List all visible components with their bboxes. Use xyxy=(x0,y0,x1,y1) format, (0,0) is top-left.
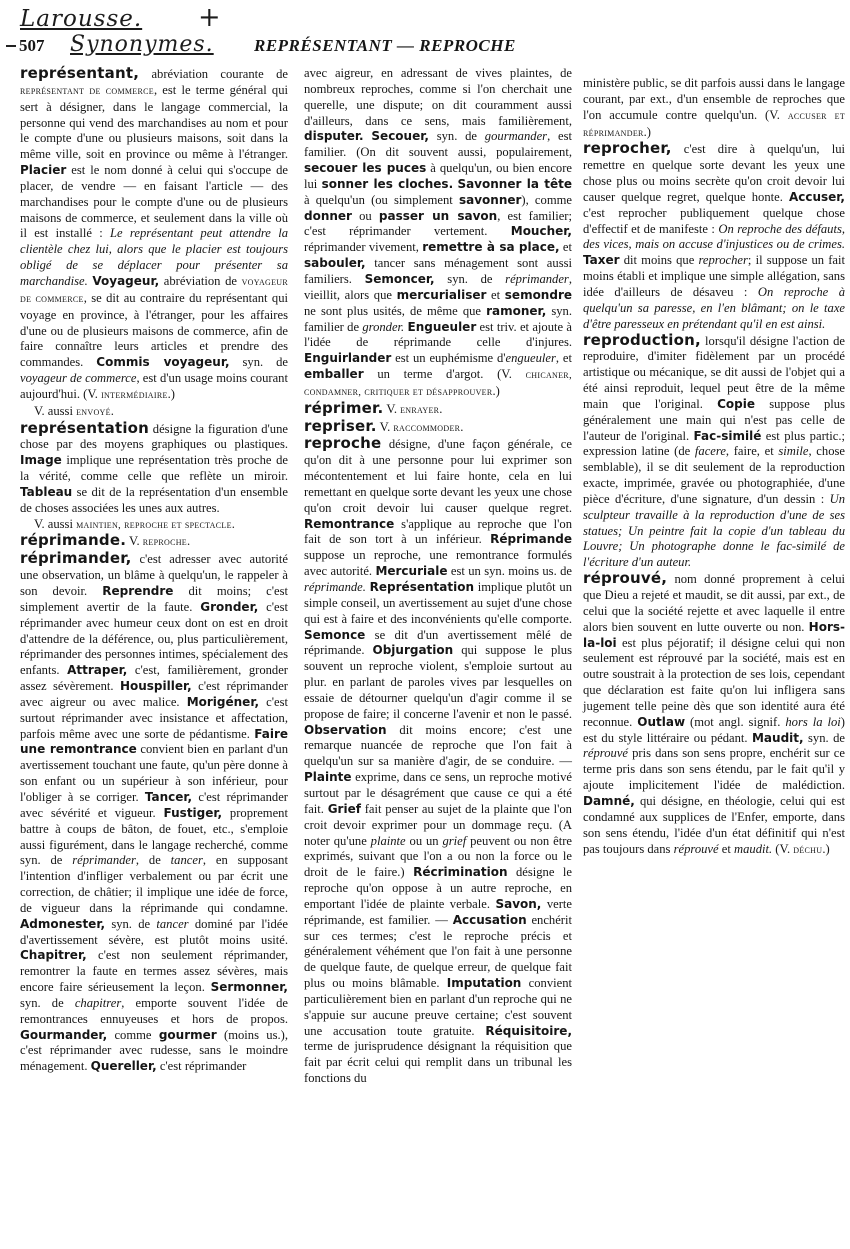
synonym-term: sonner les cloches. xyxy=(321,176,454,191)
entry-text: abréviation de xyxy=(159,273,242,288)
entry-text: .) xyxy=(167,386,175,401)
handwritten-dash xyxy=(6,45,16,47)
italic-term: gronder. xyxy=(362,319,405,334)
synonym-term: Mercuriale xyxy=(375,564,448,579)
entry-text: syn. de xyxy=(803,730,845,745)
entry-text: syn. de xyxy=(428,129,485,144)
synonym-term: Fustiger, xyxy=(163,805,223,820)
entry-text: ; il suppose un fait moins établi et implique une simple allégation, sans idée d'ailleurs de désaveu : xyxy=(583,253,845,299)
entry-text: c'est réprimander xyxy=(156,1059,247,1074)
italic-term: hors la loi xyxy=(785,714,841,729)
synonym-term: Représentation xyxy=(369,580,474,594)
entry-text: (moins us.), c'est réprimander avec rudesse, sans le moindre ménagement. xyxy=(20,1027,288,1074)
entry-text: convient bien en parlant d'un avertissement touchant une faute, qu'un père donne à son enfant ou un supérieur à son inférieur, pour l'obliger à se corriger. xyxy=(20,742,288,804)
synonym-term: savonner xyxy=(458,192,522,207)
synonym-term: Savon, xyxy=(495,896,542,911)
column-3 xyxy=(583,76,845,858)
synonym-term: Accusation xyxy=(452,912,527,927)
cross-reference: raccommoder xyxy=(393,421,461,434)
cross-term: représentant de commerce xyxy=(20,84,154,97)
italic-term: maudit. xyxy=(734,841,773,856)
synonym-term: Secouer, xyxy=(371,129,429,144)
entry-text: .) xyxy=(492,383,500,398)
entry-headword: repriser. xyxy=(304,416,377,435)
synonym-term: Semoncer, xyxy=(364,271,435,286)
column-1 xyxy=(20,66,288,1075)
entry-text: verte réprimande, est familier. — xyxy=(304,896,572,927)
entry-text: lorsqu'il désigne l'action de reproduire, d'imiter fidèlement par un procédé artistique ou mécanique, se dit aussi de l'objet qui a été ainsi reproduit, lequel peut être de la même main que l'original. xyxy=(583,333,845,411)
entry-text: qui suppose le plus souvent un reproche violent, s'emploie surtout au plur. en parlant de paroles vives par lesquelles on essaie de détourner quelqu'un d'agir comme il se propose de faire; il concerne l'avenir et non le passé. xyxy=(304,643,572,721)
entry-text: et xyxy=(718,841,734,856)
synonym-term: Maudit, xyxy=(751,730,804,745)
entry-text: syn. de xyxy=(105,916,157,931)
entry-text: est le nom donné à celui qui s'occupe de placer, de vendre — en faisant l'article — des marchandises pour le compte d'une ou de plusieurs maisons de commerce, et seulement dans la ville où il est installé : xyxy=(20,163,288,241)
entry-reprouve xyxy=(583,571,845,858)
italic-term: engueuler xyxy=(505,351,556,366)
entry-representation xyxy=(20,418,288,517)
see-also-label: V. aussi xyxy=(34,516,77,531)
entry-text: ne sont plus usités, de même que xyxy=(304,303,487,318)
synonym-term: ramoner, xyxy=(486,303,547,318)
cross-reference: chicaner, condamner, critiquer et désapprouver xyxy=(304,369,572,398)
italic-term: gourmander xyxy=(484,129,548,144)
entry-text: V. xyxy=(126,534,143,549)
synonym-term: Hors-la-loi xyxy=(583,619,845,650)
entry-text: désigne, d'une façon générale, ce qu'on dit à une personne pour lui exprimer son mécontentement et lui faire honte, cela en lui remettant en quelque sorte devant les yeux une chose qu'on croit devoir lui causer quelque regret. xyxy=(304,437,572,515)
entry-text: , est familier. (On dit souvent aussi, populairement, xyxy=(304,129,572,160)
italic-term: réprimander xyxy=(72,853,136,868)
entry-text: , de xyxy=(135,853,171,868)
entry-text: . xyxy=(110,403,114,418)
entry-text: . xyxy=(231,516,235,531)
synonym-term: passer un savon xyxy=(378,208,498,223)
entry-reprocher xyxy=(583,141,845,332)
entry-text: désigne le reproche qu'on oppose à un autre reproche, en emportant l'idée de plainte verbale. xyxy=(304,865,573,911)
entry-text: c'est adresser avec autorité une observation, un blâme à quelqu'un, le rappeler à son devoir. xyxy=(20,552,288,598)
cross-reference: enrayer xyxy=(400,403,440,416)
entry-text: , emporte souvent l'idée de remontrances ennuyeuses et hors de propos. xyxy=(20,995,288,1026)
cross-reference: envoyé xyxy=(76,405,111,418)
entry-text: , chose semblable), il se dit seulement de la reproduction exacte, imprimée, gravée ou photographiée, d'une pièce d'écriture, d'une signature, d'un dessin : xyxy=(583,444,845,506)
entry-text: est triv. et ajoute à l'idée de réprimande celle d'injures. xyxy=(304,319,572,350)
synonym-term: Image xyxy=(20,453,62,468)
entry-text: . xyxy=(186,534,191,549)
handwritten-annotation-larousse: Larousse. xyxy=(20,6,143,32)
synonym-term: Accuser, xyxy=(788,189,845,204)
italic-term: simile xyxy=(778,444,809,459)
example-text: On reproche des défauts, des vices, mais on accuse d'injustices ou de crimes. xyxy=(583,221,846,252)
synonym-term: secouer les puces xyxy=(304,161,427,176)
entry-text: syn. de xyxy=(229,355,288,370)
entry-text: ou un xyxy=(405,833,443,848)
synonym-term: semondre xyxy=(504,287,572,302)
entry-text: exprime, dans ce sens, un reproche motivé surtout par le désagrément que cause ce qui a été fait. xyxy=(304,770,572,816)
entry-text: à quelqu'un, ou bien encore lui xyxy=(304,161,573,191)
synonym-term: Sermonner, xyxy=(210,980,288,995)
see-also-label: V. aussi xyxy=(34,403,77,418)
example-text: Un sculpteur travaille à la reproduction d'une de ses statues; Un peintre fait la copie d'un tableau du Louvre; Un photographe donne le fac-similé de l'écriture d'un auteur. xyxy=(583,491,845,570)
entry-text: , est familier; c'est réprimander vertement. xyxy=(304,208,572,239)
synonym-term: Remontrance xyxy=(304,516,395,531)
cross-reference: reproche xyxy=(142,536,187,549)
synonym-term: Taxer xyxy=(583,253,620,268)
entry-text: est un syn. moins us. de xyxy=(447,564,572,579)
handwritten-annotation-synonymes: Synonymes. xyxy=(70,32,214,57)
entry-reproche-continued xyxy=(583,76,845,141)
entry-text: .) xyxy=(822,841,830,856)
synonym-term: Chapitrer, xyxy=(20,948,87,963)
entry-text: , se dit au contraire du représentant qui voyage en province, à l'étranger, pour les affaires d'une ou de plusieurs maisons de commerce, afin de faire connaître leurs articles et prendre des commandes. xyxy=(20,290,288,370)
synonym-term: Réquisitoire, xyxy=(485,1023,572,1038)
running-head: REPRÉSENTANT — REPROCHE xyxy=(254,36,516,55)
entry-text: se dit de la représentation d'un ensemble de choses associées les unes aux autres. xyxy=(20,484,288,515)
entry-text: c'est dire à quelqu'un, lui remettre en quelque sorte devant les yeux une chose plus ou moins secrète qu'on croit devoir lui causer quelque regret, quelque honte. xyxy=(583,142,845,204)
italic-term: réprimander xyxy=(505,271,569,286)
cross-reference: accuser et réprimander xyxy=(583,109,846,139)
synonym-term: Houspiller, xyxy=(119,679,192,694)
synonym-term: Fac-similé xyxy=(693,428,762,443)
entry-text: .) xyxy=(643,124,651,139)
entry-reproduction xyxy=(583,330,845,572)
synonym-term: gourmer xyxy=(158,1027,217,1042)
entry-text: qui désigne, en théologie, celui qui est condamné aux supplices de l'Enfer, emporte, dans son sens étendu, l'idée d'un état définitif qui n'est pas toujours dans xyxy=(583,793,845,856)
italic-term: tancer xyxy=(170,853,203,868)
entry-text: peuvent ou non être exprimés, suivant que l'on a ou non la force ou le droit de le faire.) xyxy=(304,833,572,880)
entry-text: , en supposant l'intention d'infliger verbalement ou par écrit une correction, de châtier; il implique une idée de force, de vigueur dans la réprimande qui condamne. xyxy=(20,853,288,915)
synonym-term: Gourmander, xyxy=(20,1027,108,1042)
entry-text: dominé par l'idée d'avertissement sévère, est plutôt moins usité. xyxy=(20,916,288,947)
entry-text: ministère public, se dit parfois aussi dans le langage courant, par ext., d'un ensemble de reproches que l'on accumule contre quelqu'un. (V. xyxy=(583,76,845,122)
entry-reprimander xyxy=(20,551,288,1075)
entry-representant xyxy=(20,66,288,404)
entry-text: comme xyxy=(107,1027,159,1042)
synonym-term: mercurialiser xyxy=(396,287,487,302)
entry-text: ), comme xyxy=(521,192,573,207)
entry-headword: reprocher, xyxy=(583,139,672,158)
handwritten-plus-sign: + xyxy=(198,2,222,33)
synonym-term: Gronder, xyxy=(200,599,259,614)
entry-text: implique une représentation très proche de la vérité, comme celle que reflète un miroir. xyxy=(20,453,288,484)
synonym-term: Observation xyxy=(304,722,387,737)
cross-reference: maintien, reproche et spectacle xyxy=(76,518,232,531)
synonym-term: Enguirlander xyxy=(304,351,392,366)
entry-text: c'est réprimander avec aigreur ou avec malice. xyxy=(20,679,288,709)
entry-text: désigne la figuration d'une chose par des moyens graphiques ou plastiques. xyxy=(20,421,288,452)
example-text: On reproche à quelqu'un sa paresse, en l'en blâmant; on le taxe d'être paresseux en prétendant qu'il en est ainsi. xyxy=(583,284,845,331)
entry-headword: réprimande. xyxy=(20,531,127,550)
entry-text: proprement battre à coups de bâton, de fouet, etc., s'emploie aussi figurément, dans le langage recherché, comme syn. de xyxy=(20,805,288,868)
synonym-term: Attraper, xyxy=(67,663,128,678)
synonym-term: Grief xyxy=(327,801,361,816)
synonym-term: Objurgation xyxy=(372,643,454,658)
entry-text: syn. de xyxy=(434,271,506,286)
synonym-term: Récrimination xyxy=(413,865,508,880)
synonym-term: Tancer, xyxy=(144,789,193,804)
synonym-term: Engueuler xyxy=(407,319,477,334)
entry-text: , vieillit, alors que xyxy=(304,271,572,302)
synonym-term: emballer xyxy=(304,367,364,382)
entry-text: un terme d'argot. (V. xyxy=(363,367,526,382)
entry-text: avec aigreur, en adressant de vives plaintes, de nombreux reproches, comme si l'on cherchait une querelle, une dispute; on dit couramment aussi d'ailleurs, dans ce sens, mais familièrement, xyxy=(304,66,572,128)
italic-term: grief xyxy=(442,833,467,848)
entry-text: se dit d'un avertissement mêlé de réprimande. xyxy=(304,627,572,658)
synonym-term: Réprimande xyxy=(490,532,572,547)
synonym-term: Copie xyxy=(717,396,755,411)
synonym-term: Faire une remontrance xyxy=(20,726,288,757)
synonym-term: Semonce xyxy=(304,627,366,642)
entry-headword: reproduction, xyxy=(583,330,701,349)
synonym-term: sabouler, xyxy=(304,256,366,271)
entry-text: . xyxy=(460,419,464,434)
entry-text: , faire, et xyxy=(725,444,779,459)
entry-text: suppose un reproche, une remontrance formulés avec autorité. xyxy=(304,548,572,579)
synonym-term: disputer. xyxy=(304,129,364,144)
entry-reproche xyxy=(304,436,572,1087)
italic-term: voyageur de commerce xyxy=(20,371,137,386)
entry-text: à quelqu'un (ou simplement xyxy=(304,192,459,207)
entry-headword: réprouvé, xyxy=(583,569,668,588)
entry-text: abréviation courante de xyxy=(139,67,288,81)
synonym-term: Imputation xyxy=(446,976,522,991)
synonym-term: Damné, xyxy=(583,793,635,808)
entry-headword: reproche xyxy=(304,434,382,453)
entry-text: est plus péjoratif; il désigne celui qui non seulement est réprouvé par la société, mais est en outre soustrait à la protection de ses lois, cependant que déclaration est faite qu'on lui infligera sans jugement telle peine dès que son identité aura été reconnue. xyxy=(583,635,845,729)
synonym-term: Moucher, xyxy=(510,224,572,239)
entry-text: implique plutôt un simple conseil, un avertissement au sujet d'une chose qui est à faire et des inconvénients qu'elle comporte. xyxy=(304,580,572,626)
entry-reprimander-continued xyxy=(304,66,572,401)
entry-text: c'est surtout réprimander avec insistance et affectation, parfois même avec une sorte de pédantisme. xyxy=(20,694,288,741)
entry-headword: représentant, xyxy=(20,64,140,82)
synonym-term: Tableau xyxy=(20,484,73,499)
entry-text: c'est, familièrement, gronder assez sévèrement. xyxy=(20,663,288,694)
entry-text: dit moins que xyxy=(619,253,699,268)
entry-text: nom donné proprement à celui que Dieu a rejeté et maudit, se dit aussi, par ext., de celui que la société rejette et avec laquelle il entre alors bien souvent en lutte ouverte ou non. xyxy=(583,572,845,634)
cross-term: voyageur de commerce xyxy=(20,275,288,305)
entry-text: s'applique au reproche que l'on fait de son tort à un inférieur. xyxy=(304,516,572,547)
entry-text: est un euphémisme d' xyxy=(391,351,506,366)
entry-text: c'est reprocher publiquement quelque chose d'effectif et de manifeste : xyxy=(583,205,845,236)
entry-text: dit moins encore; c'est une remarque nuancée de reproche que l'on fait à quelqu'un sur sa manière d'agir, de se conduire. — xyxy=(304,722,572,769)
synonym-term: donner xyxy=(304,208,352,223)
entry-text: V. xyxy=(383,401,401,416)
synonym-term: Placier xyxy=(20,163,67,178)
entry-text: c'est réprimander avec humeur ceux dont on est en droit d'attendre de la déférence, ou, plus particulièrement, réprimander des personnes intimes, spécialement des enfants. xyxy=(20,599,288,678)
synonym-term: Voyageur, xyxy=(92,273,160,288)
italic-term: reprocher xyxy=(698,253,748,268)
synonym-term: Morigéner, xyxy=(186,694,260,709)
entry-headword: réprimer. xyxy=(304,398,384,417)
entry-text: ) est du style littéraire ou pédant. xyxy=(583,714,845,745)
page-number: 507 xyxy=(19,36,45,55)
entry-text: et xyxy=(486,287,505,302)
italic-term: facere xyxy=(694,444,726,459)
entry-text: et xyxy=(559,240,572,255)
synonym-term: Savonner la tête xyxy=(457,176,572,191)
entry-text: V. xyxy=(376,419,394,434)
entry-text: tancer sans ménagement sont aussi familiers. xyxy=(304,256,572,286)
entry-text: réprimander vivement, xyxy=(304,240,423,255)
entry-text: ou xyxy=(351,208,379,223)
entry-text: suppose plus généralement une main qui n'est pas celle de l'auteur de l'original. xyxy=(583,396,845,443)
italic-term: réprouvé xyxy=(583,746,628,761)
entry-text: terme de jurisprudence désignant la réquisition que fait par écrit celui qui remplit dans un tribunal les fonctions du xyxy=(304,1039,572,1086)
cross-reference: déchu xyxy=(793,843,823,856)
entry-headword: réprimander, xyxy=(20,549,132,568)
entry-text: convient particulièrement bien en parlant d'un reproche qui ne s'appuie sur aucune preuve certaine; c'est souvent une accusation toute gratuite. xyxy=(304,976,572,1038)
cross-reference: intermédiaire xyxy=(101,388,168,401)
italic-term: chapitrer xyxy=(74,995,122,1010)
entry-text: , et xyxy=(555,351,572,366)
entry-text: , est d'un usage moins courant aujourd'hui. (V. xyxy=(20,371,288,401)
entry-text: syn. familier de xyxy=(304,303,573,334)
synonym-term: Plainte xyxy=(304,770,352,785)
entry-text: . xyxy=(439,401,443,416)
entry-text: (V. xyxy=(772,841,794,856)
italic-term: réprimande. xyxy=(304,580,366,594)
italic-term: tancer xyxy=(156,916,189,931)
synonym-term: Quereller, xyxy=(90,1059,157,1074)
italic-term: réprouvé xyxy=(673,841,719,856)
entry-text: c'est non seulement réprimander, remontrer la faute en termes assez sévères, mais encore faire sérieusement la leçon. xyxy=(20,948,288,995)
column-2 xyxy=(304,66,572,1087)
entry-text: (mot angl. signif. xyxy=(685,714,786,729)
entry-text: syn. de xyxy=(20,995,75,1010)
entry-text: enchérit sur ces termes; c'est le reproche précis et généralement véhément que l'on fait à une personne de quelque faute, de quelque erreur, de quelque fait plus ou moins blâmable. xyxy=(304,912,573,991)
synonym-term: Admonester, xyxy=(20,916,106,931)
entry-text: dit moins; c'est simplement avertir de la faute. xyxy=(20,584,288,614)
entry-text: c'est réprimander avec sévérité et vigueur. xyxy=(20,789,289,820)
entry-text: est plus partic.; expression latine (de xyxy=(583,428,845,459)
synonym-term: Reprendre xyxy=(102,584,174,598)
entry-text: , est le terme général qui sert à désigner, dans le langage commercial, la personne qui vend des marchandises au nom et pour le compte d'une ou plusieurs maisons, soit dans la même ville, soit en province ou même à l'étranger. xyxy=(20,82,288,162)
synonym-term: Outlaw xyxy=(637,714,686,729)
example-text: Le représentant peut attendre la clientèle chez lui, alors que le placier est toujours obligé de se déplacer pour présenter sa marchandise. xyxy=(20,226,288,288)
synonym-term: Commis voyageur, xyxy=(96,355,230,370)
italic-term: plainte xyxy=(370,833,406,848)
entry-headword: représentation xyxy=(20,418,150,437)
entry-text: fait penser au sujet de la plainte que l'on croit devoir exprimer pour un dommage reçu. (A noter qu'une xyxy=(304,801,572,848)
synonym-term: remettre à sa place, xyxy=(422,240,560,255)
entry-text: pris dans son sens propre, enchérit sur ce terme pris dans son sens étendu, par le fait qu'il y ajoute implicitement l'idée de malédiction. xyxy=(583,746,845,793)
